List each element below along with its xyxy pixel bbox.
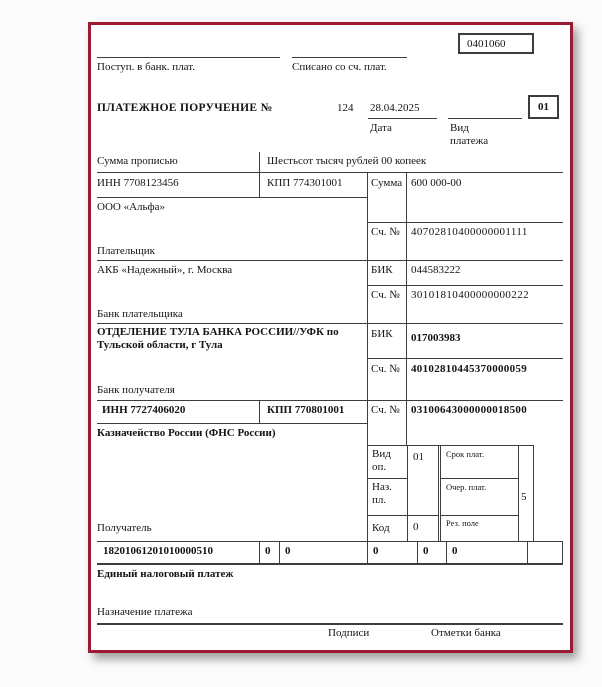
divider-optable-right — [533, 445, 534, 541]
document-title: ПЛАТЕЖНОЕ ПОРУЧЕНИЕ № — [97, 102, 273, 114]
payer-bank-bik: 044583222 — [411, 264, 461, 276]
kbk-row-divider-5 — [446, 541, 447, 563]
kbk-row-divider-3 — [367, 541, 368, 563]
tax-cell-basis: 0 — [285, 545, 291, 557]
priority-label-cell: Очер. плат. — [440, 478, 519, 516]
rule-below-kbk-row — [97, 563, 563, 565]
recipient-account: 03100643000000018500 — [411, 404, 527, 416]
rule-payer-bank-bik — [367, 285, 563, 286]
received-label: Поступ. в банк. плат. — [97, 61, 196, 73]
kbk-value: 18201061201010000510 — [103, 545, 213, 557]
document-number: 124 — [337, 102, 354, 114]
rule-below-recipient-bank — [97, 400, 563, 401]
amount-words-label: Сумма прописью — [97, 155, 178, 167]
date-label: Дата — [370, 122, 392, 134]
tax-cell-oktmo: 0 — [265, 545, 271, 557]
rule-sum-account — [367, 222, 563, 223]
payer-bank-name: АКБ «Надежный», г. Москва — [97, 264, 233, 276]
purpose-code-label-cell: Наз. пл. — [367, 478, 408, 516]
document-date: 28.04.2025 — [370, 102, 420, 114]
payer-bank-account: 30101810400000000222 — [411, 289, 529, 301]
recipient-bank-account-label: Сч. № — [371, 363, 400, 375]
payer-account-label: Сч. № — [371, 226, 400, 238]
tax-cell-period: 0 — [373, 545, 379, 557]
op-type-value: 01 — [413, 451, 424, 463]
recipient-inn: ИНН 7727406020 — [102, 404, 186, 416]
kbk-row-divider-6 — [527, 541, 528, 563]
kbk-row-divider-7 — [562, 541, 563, 563]
recipient-bank-account: 40102810445370000059 — [411, 363, 527, 375]
kbk-row-divider-2 — [279, 541, 280, 563]
payer-kpp: КПП 774301001 — [267, 177, 343, 189]
rule-below-recipient-inn — [97, 423, 367, 424]
op-value-column-divider — [407, 515, 439, 516]
divider-innkpp-bottom — [259, 400, 260, 423]
payer-name: ООО «Альфа» — [97, 201, 166, 213]
rule-recipient-bank-bik — [367, 358, 563, 359]
kbk-row-divider-1 — [259, 541, 260, 563]
recipient-name: Казначейство России (ФНС России) — [97, 427, 276, 439]
payment-order-form — [88, 22, 573, 653]
payer-bank-section-label: Банк плательщика — [97, 308, 183, 320]
code-value: 0 — [413, 521, 419, 533]
signatures-label: Подписи — [328, 627, 370, 639]
rule-below-payer — [97, 260, 563, 261]
bank-marks-label: Отметки банка — [431, 627, 501, 639]
payment-kind-label: Вид платежа — [450, 122, 489, 147]
divider-value-column — [406, 173, 407, 445]
payer-account: 40702810400000001111 — [411, 226, 528, 238]
payer-section-label: Плательщик — [97, 245, 155, 257]
recipient-bank-bik-label: БИК — [371, 328, 393, 340]
payer-inn: ИНН 7708123456 — [97, 177, 179, 189]
debited-rule — [292, 57, 407, 58]
sum-value: 600 000-00 — [411, 177, 462, 189]
code-label-cell: Код — [367, 515, 408, 542]
tax-cell-date: 0 — [452, 545, 458, 557]
purpose-text: Единый налоговый платеж — [97, 568, 234, 580]
term-label-cell: Срок плат. — [440, 445, 519, 479]
recipient-bank-section-label: Банк получателя — [97, 384, 175, 396]
recipient-section-label: Получатель — [97, 522, 152, 534]
kbk-row-divider-4 — [417, 541, 418, 563]
rule-below-payer-inn — [97, 197, 367, 198]
payer-bank-bik-label: БИК — [371, 264, 393, 276]
priority-value: 5 — [521, 491, 527, 503]
form-code-box: 0401060 — [458, 33, 534, 54]
rule-below-payer-bank — [97, 323, 563, 324]
reserve-label-cell: Рез. поле — [440, 515, 519, 542]
tax-cell-number: 0 — [423, 545, 429, 557]
payer-bank-account-label: Сч. № — [371, 289, 400, 301]
received-rule — [97, 57, 280, 58]
date-rule — [368, 118, 437, 119]
recipient-account-label: Сч. № — [371, 404, 400, 416]
debited-label: Списано со сч. плат. — [292, 61, 387, 73]
payment-kind-rule — [448, 118, 522, 119]
rule-below-amount-words — [97, 172, 563, 173]
op-type-label-cell: Вид оп. — [367, 445, 408, 479]
recipient-kpp: КПП 770801001 — [267, 404, 345, 416]
rule-below-purpose — [97, 623, 563, 625]
purpose-section-label: Назначение платежа — [97, 606, 193, 618]
recipient-bank-name: ОТДЕЛЕНИЕ ТУЛА БАНКА РОССИИ//УФК по Тульской области, г Тула — [97, 326, 339, 351]
amount-words-value: Шестьсот тысяч рублей 00 копеек — [267, 155, 427, 167]
divider-innkpp-top — [259, 152, 260, 197]
recipient-bank-bik: 017003983 — [411, 332, 461, 344]
payment-status-box: 01 — [528, 95, 559, 119]
sum-label: Сумма — [371, 177, 403, 189]
